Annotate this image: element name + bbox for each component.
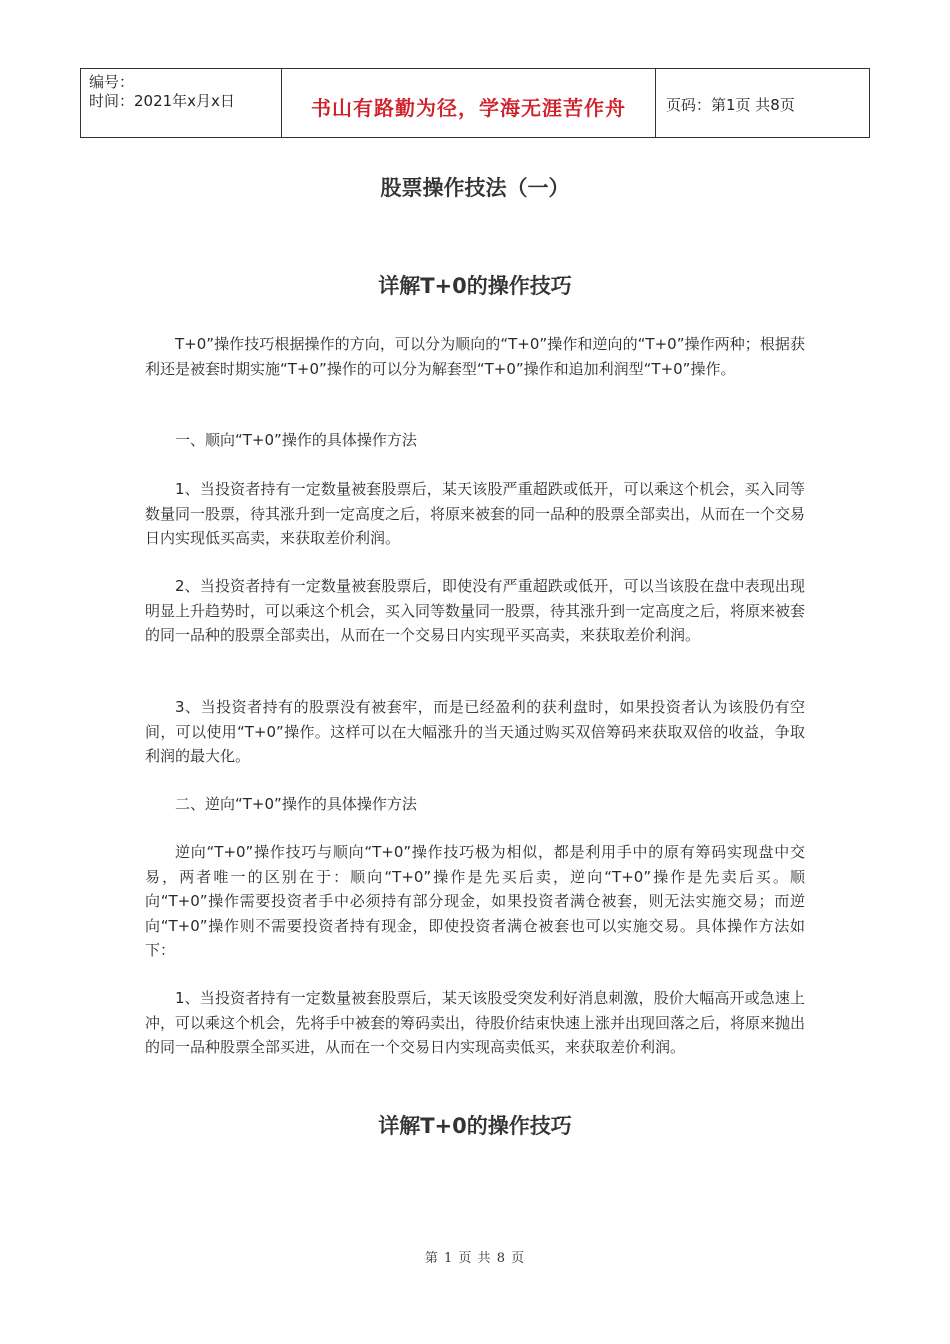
header-page-info: 页码：第1页 共8页	[655, 69, 870, 137]
paragraph-heading-forward: 一、顺向“T+0”操作的具体操作方法	[175, 431, 417, 449]
paragraph-forward-2: 2、当投资者持有一定数量被套股票后，即使没有严重超跌或低开，可以当该股在盘中表现出现明显上升趋势时，可以乘这个机会，买入同等数量同一股票，待其涨升到一定高度之后，将原来被套的同一品种的股票全部卖出，从而在一个交易日内实现平买高卖，来获取差价利润。	[145, 577, 806, 644]
header-meta-cell	[80, 69, 281, 137]
paragraph-forward-1: 1、当投资者持有一定数量被套股票后，某天该股严重超跌或低开，可以乘这个机会，买入同等数量同一股票，待其涨升到一定高度之后，将原来被套的同一品种的股票全部卖出，从而在一个交易日内实现低买高卖，来获取差价利润。	[145, 480, 806, 547]
paragraph-reverse-intro: 逆向“T+0”操作技巧与顺向“T+0”操作技巧极为相似，都是利用手中的原有筹码实现盘中交易，两者唯一的区别在于：顺向“T+0”操作是先买后卖，逆向“T+0”操作是先卖后买。顺向“T+0”操作需要投资者手中必须持有部分现金，如果投资者满仓被套，则无法实施交易；而逆向“T+0”操作则不需要投资者持有现金，即使投资者满仓被套也可以实施交易。具体操作方法如下：	[145, 843, 805, 959]
paragraph-reverse-1: 1、当投资者持有一定数量被套股票后，某天该股受突发利好消息刺激，股价大幅高开或急速上冲，可以乘这个机会，先将手中被套的筹码卖出，待股价结束快速上涨并出现回落之后，将原来抛出的同一品种股票全部买进，从而在一个交易日内实现高卖低买，来获取差价利润。	[145, 989, 806, 1056]
section-title-repeat: 详解T+0的操作技巧	[378, 1114, 572, 1138]
paragraph-forward-3: 3、当投资者持有的股票没有被套牢，而是已经盈利的获利盘时，如果投资者认为该股仍有空间，可以使用“T+0”操作。这样可以在大幅涨升的当天通过购买双倍筹码来获取双倍的收益，争取利润的最大化。	[145, 698, 805, 765]
section-title: 详解T+0的操作技巧	[378, 274, 572, 298]
paragraph-intro: T+0”操作技巧根据操作的方向，可以分为顺向的“T+0”操作和逆向的“T+0”操作两种；根据获利还是被套时期实施“T+0”操作的可以分为解套型“T+0”操作和追加利润型“T+0”操作。	[145, 335, 805, 378]
header-motto: 书山有路勤为径，学海无涯苦作舟	[281, 69, 655, 137]
header-table	[80, 68, 870, 138]
document-title: 股票操作技法（一）	[380, 176, 570, 200]
paragraph-heading-reverse: 二、逆向“T+0”操作的具体操作方法	[175, 795, 417, 813]
document-number-label: 编号：	[89, 73, 135, 91]
page-footer: 第 1 页 共 8 页	[424, 1251, 526, 1266]
document-date-label: 时间：2021年x月x日	[89, 92, 235, 110]
